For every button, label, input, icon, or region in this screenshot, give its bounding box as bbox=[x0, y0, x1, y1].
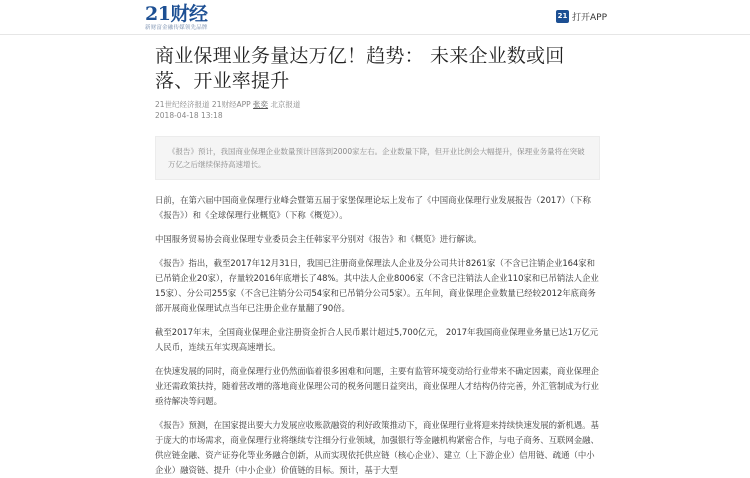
paragraph: 日前，在第六届中国商业保理行业峰会暨第五届于家堡保理论坛上发布了《中国商业保理行业发展报告（2017）（下称《报告》）和《全球保理行业概览》（下称《概览》）。 bbox=[155, 195, 591, 220]
paragraph: 在快速发展的同时，商业保理行业仍然面临着很多困难和问题，主要有监管环境变动给行业带来不确定因素，商业保理企业还需政策扶持，随着营改增的落地商业保理公司的税务问题日益突出，商业保理人才结构仍待完善，外汇管制成为行业亟待解决等问题。 bbox=[155, 366, 599, 406]
logo-text: 21财经 bbox=[145, 3, 208, 25]
paragraph: 《报告》指出，截至2017年12月31日，我国已注册商业保理法人企业及分公司共计8261家（不含已注销企业164家和已吊销企业20家），存量较2016年底增长了48%。其中法人企业8006家（不含已注销法人企业110家和已吊销法人企业15家）、分公司255家（不含已注销分公司54家和已吊销分公司5家）。五年间，商业保理企业数量已经较2012年底商务部开展商业保理试点当年已注册企业存量翻了90倍。 bbox=[155, 258, 599, 313]
article-container bbox=[155, 44, 600, 478]
top-bar bbox=[0, 0, 750, 35]
article-summary: 《报告》预计，我国商业保理企业数量预计回落到2000家左右。企业数量下降，但开业比例会大幅提升，保理业务量将在突破万亿之后继续保持高速增长。 bbox=[155, 136, 600, 180]
site-logo[interactable] bbox=[145, 4, 208, 32]
logo-subtitle: 新财富金融传媒领先品牌 bbox=[145, 25, 208, 31]
paragraph: 《报告》预测，在国家提出要大力发展应收账款融资的利好政策推动下，商业保理行业将迎来持续快速发展的新机遇。基于庞大的市场需求，商业保理行业将继续专注细分行业领域，加强银行等金融机构紧密合作，与电子商务、互联网金融、供应链金融、资产证券化等业务融合创新，从而实现依托供应链（核心企业）、建立（上下游企业）信用链、疏通（中小企业）融资链、提升（中小企业）价值链的目标。预计，基于大型 bbox=[155, 420, 599, 475]
location: 北京报道 bbox=[270, 100, 301, 109]
paragraph: 中国服务贸易协会商业保理专业委员会主任韩家平分别对《报告》和《概览》进行解读。 bbox=[155, 234, 482, 244]
author-link[interactable]: 张奕 bbox=[253, 100, 269, 109]
article-body bbox=[155, 193, 600, 478]
source-prefix: 21世纪经济报道 21财经APP bbox=[155, 100, 251, 109]
paragraph: 截至2017年末，全国商业保理企业注册资金折合人民币累计超过5,700亿元， 2017年我国商业保理业务量已达1万亿元人民币，连续五年实现高速增长。 bbox=[155, 327, 599, 352]
open-app-button[interactable] bbox=[556, 10, 607, 23]
open-app-label: 打开APP bbox=[572, 13, 608, 23]
article-date: 2018-04-18 13:18 bbox=[155, 111, 223, 120]
article-title: 商业保理业务量达万亿！趋势： 未来企业数或回落、开业率提升 bbox=[155, 45, 565, 92]
app-icon: 21 bbox=[556, 10, 569, 23]
article-source bbox=[155, 99, 600, 110]
